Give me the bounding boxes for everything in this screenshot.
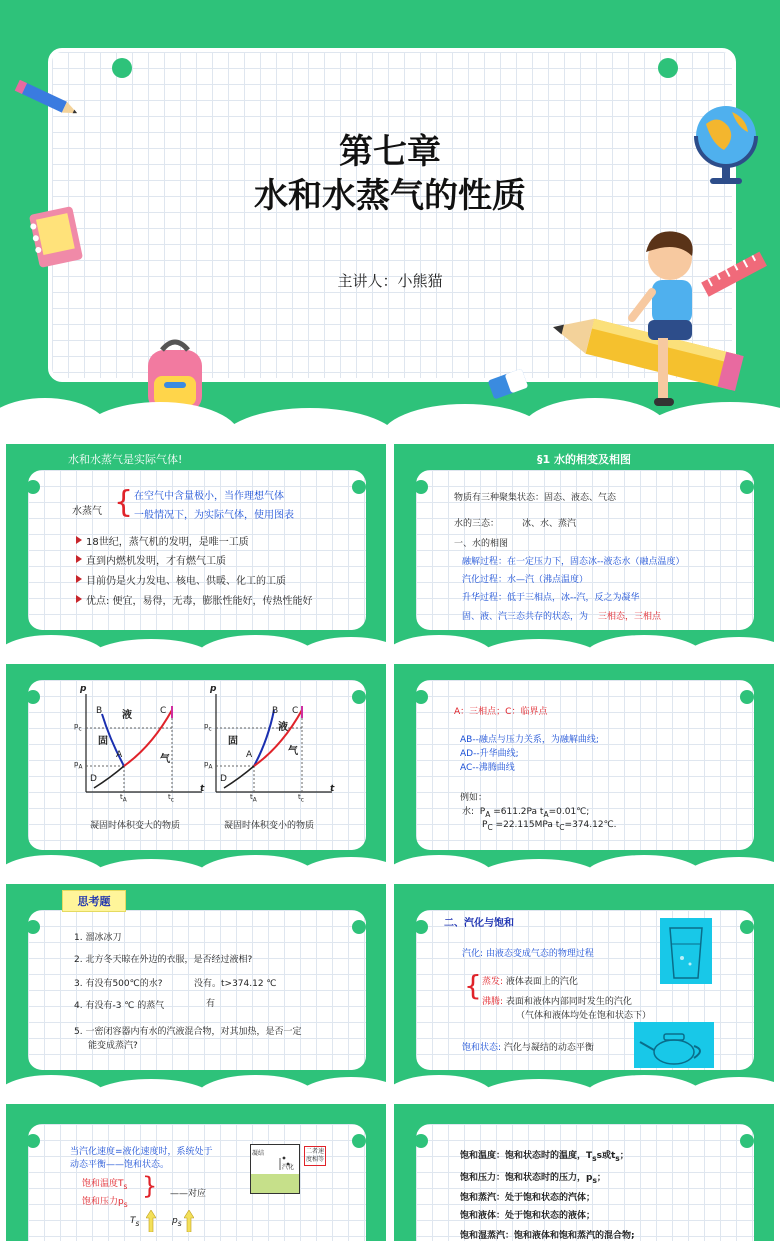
phase-label: 固	[98, 736, 108, 747]
definition-line: 饱和蒸汽：处于饱和状态的汽体；	[460, 1193, 596, 1203]
slide-vaporization	[394, 884, 774, 1097]
saturation-state: 饱和状态: 汽化与凝结的动态平衡	[462, 1043, 594, 1053]
vapor-line: 一般情况下，为实际气体，使用图表	[134, 510, 294, 521]
phase-label: 液	[278, 722, 288, 733]
equilibrium-line: 动态平衡——饱和状态。	[70, 1160, 170, 1170]
question: 2. 北方冬天晾在外边的衣服，是否经过液相?	[74, 955, 253, 965]
pin-icon	[112, 58, 132, 78]
slide-phase-diagrams	[6, 664, 386, 877]
vapor-line: 在空气中含量极小，当作理想气体	[134, 491, 284, 502]
point-label: C	[160, 706, 167, 716]
questions-header: 思考题	[62, 890, 126, 912]
tick-label: $p_c$	[204, 722, 212, 733]
example-water: 水: $P_A =611.2Pa$ $t_A=0.01℃$;	[462, 807, 590, 819]
bullet-item: 目前仍是火力发电、核电、供暖、化工的工质	[86, 576, 286, 587]
example-label: 例如：	[460, 793, 488, 803]
blue-line: 汽化过程：水—汽（沸点温度）	[462, 575, 589, 585]
question-continued: 能变成蒸汽?	[88, 1041, 138, 1051]
question: 3. 有没有500℃的水?	[74, 979, 163, 989]
slide-dynamic-equilibrium	[6, 1104, 386, 1241]
brace: {	[114, 485, 134, 520]
cloud-decoration	[394, 837, 774, 877]
point-label: A	[116, 750, 123, 760]
definition-line: 饱和温度：饱和状态时的温度，$T_ss$或$t_s$；	[460, 1151, 629, 1163]
curve-line: AC--沸腾曲线	[460, 763, 515, 773]
axis-label: p	[210, 684, 217, 694]
text-line: 一、水的相图	[454, 539, 509, 549]
question: 4. 有没有-3 ℃ 的蒸气	[74, 1001, 165, 1011]
slide-card	[28, 1124, 366, 1241]
question: 1. 溜冰冰刀	[74, 933, 122, 943]
answer: 没有。t>374.12 ℃	[194, 979, 277, 989]
water-glass-image	[660, 918, 712, 984]
evaporation: 蒸发: 液体表面上的汽化	[482, 977, 578, 987]
pin-icon	[658, 58, 678, 78]
example-critical: $P_C =22.115MPa$ $t_C=374.12℃$.	[482, 820, 617, 832]
slide-header: 水和水蒸气是实际气体!	[68, 453, 183, 466]
legend-line: A：三相点；C：临界点	[454, 707, 548, 717]
tick-label: $t_c$	[298, 793, 304, 804]
point-label: D	[90, 774, 97, 784]
vapor-label: 水蒸气	[72, 506, 102, 517]
saturation-press: 饱和压力$p_s$	[82, 1197, 128, 1209]
container-note: 二者速度相等	[304, 1146, 326, 1166]
correspondence: ——对应	[170, 1189, 207, 1199]
axis-label: t	[330, 784, 335, 794]
phase-label: 固	[228, 736, 238, 747]
phase-diagram	[66, 686, 206, 800]
up-arrow-icon	[184, 1210, 194, 1232]
brace: }	[142, 1172, 158, 1200]
bullet-arrow-icon	[76, 536, 82, 544]
point-label: A	[246, 750, 253, 760]
slide-phase-change	[394, 444, 774, 657]
blue-line: 升华过程：低于三相点，冰--汽，反之为凝华	[462, 593, 640, 603]
ps-symbol: $p_s$	[172, 1216, 182, 1228]
point-label: B	[272, 706, 279, 716]
phase-label: 气	[160, 754, 170, 765]
text-line: 物质有三种聚集状态：固态、液态、气态	[454, 493, 617, 503]
tick-label: $p_c$	[74, 722, 82, 733]
blue-line: 融解过程：在一定压力下，固态冰--液态水（融点温度）	[462, 557, 685, 567]
tick-label: $t_c$	[168, 793, 174, 804]
cloud-decoration	[6, 617, 386, 657]
up-arrow-icon	[146, 1210, 156, 1232]
definition-line: 饱和湿蒸汽：饱和液体和饱和蒸汽的混合物;	[460, 1231, 635, 1241]
cover-slide	[0, 0, 780, 438]
ts-symbol: $T_s$	[130, 1216, 140, 1228]
slide-triple-point	[394, 664, 774, 877]
tick-label: $t_A$	[250, 793, 257, 804]
cloud-decoration	[0, 382, 780, 438]
slide-header: §1 水的相变及相图	[537, 453, 631, 466]
slide-real-gas	[6, 444, 386, 657]
bullet-arrow-icon	[76, 595, 82, 603]
slide-saturation-terms	[394, 1104, 774, 1241]
bullet-arrow-icon	[76, 575, 82, 583]
slide-questions	[6, 884, 386, 1097]
axis-label: p	[80, 684, 87, 694]
point-label: B	[96, 706, 103, 716]
slide-header: 二、汽化与饱和	[444, 918, 514, 929]
point-label: D	[220, 774, 227, 784]
cloud-decoration	[6, 1057, 386, 1097]
definition-line: 饱和液体：处于饱和状态的液体；	[460, 1211, 596, 1221]
diagram-caption: 凝固时体积变大的物质	[90, 821, 181, 831]
notebook-icon	[26, 204, 86, 270]
point-label: C	[292, 706, 299, 716]
bullet-item: 直到内燃机发明，才有燃气工质	[86, 556, 226, 567]
equilibrium-line: 当汽化速度=液化速度时，系统处于	[70, 1147, 213, 1157]
chapter-title: 第七章	[339, 132, 441, 172]
cloud-decoration	[6, 837, 386, 877]
blue-line: 固、液、汽三态共存的状态，为	[462, 612, 589, 622]
boiling-note: （气体和液体均处在饱和状态下）	[516, 1011, 652, 1021]
brace: {	[464, 969, 482, 1002]
pencil-icon	[14, 80, 84, 120]
cover-title: 水和水蒸气的性质	[254, 176, 526, 216]
presenter: 主讲人：小熊猫	[337, 272, 443, 290]
text-line: 冰、水、蒸汽	[522, 519, 577, 529]
curve-line: AB--融点与压力关系，为融解曲线;	[460, 735, 599, 745]
definition: 汽化: 由液态变成气态的物理过程	[462, 949, 594, 959]
container-label: 凝结	[252, 1150, 265, 1157]
cloud-decoration	[394, 617, 774, 657]
definition-line: 饱和压力：饱和状态时的压力，$p_s$；	[460, 1173, 606, 1185]
diagram-caption: 凝固时体积变小的物质	[224, 821, 315, 831]
axis-label: t	[200, 784, 205, 794]
question: 5. 一密闭容器内有水的汽液混合物，对其加热，是否一定	[74, 1027, 302, 1037]
triple-point-text: 三相态，三相点	[598, 612, 662, 622]
text-line: 水的三态：	[454, 519, 500, 529]
bullet-arrow-icon	[76, 555, 82, 563]
phase-label: 气	[288, 746, 298, 757]
tick-label: $p_A$	[204, 760, 213, 771]
saturation-temp: 饱和温度$T_s$	[82, 1179, 128, 1191]
bullet-item: 优点: 便宜，易得，无毒，膨胀性能好，传热性能好	[86, 596, 313, 607]
cloud-decoration	[394, 1057, 774, 1097]
tick-label: $p_A$	[74, 760, 83, 771]
phase-label: 液	[122, 710, 132, 721]
curve-line: AD--升华曲线;	[460, 749, 519, 759]
tick-label: $t_A$	[120, 793, 127, 804]
globe-icon	[688, 98, 768, 190]
boiling: 沸腾: 表面和液体内部同时发生的汽化	[482, 997, 632, 1007]
container-label: 汽化	[282, 1164, 295, 1171]
answer: 有	[206, 999, 216, 1009]
phase-diagram	[196, 686, 336, 800]
bullet-item: 18世纪，蒸气机的发明，是唯一工质	[86, 537, 249, 548]
